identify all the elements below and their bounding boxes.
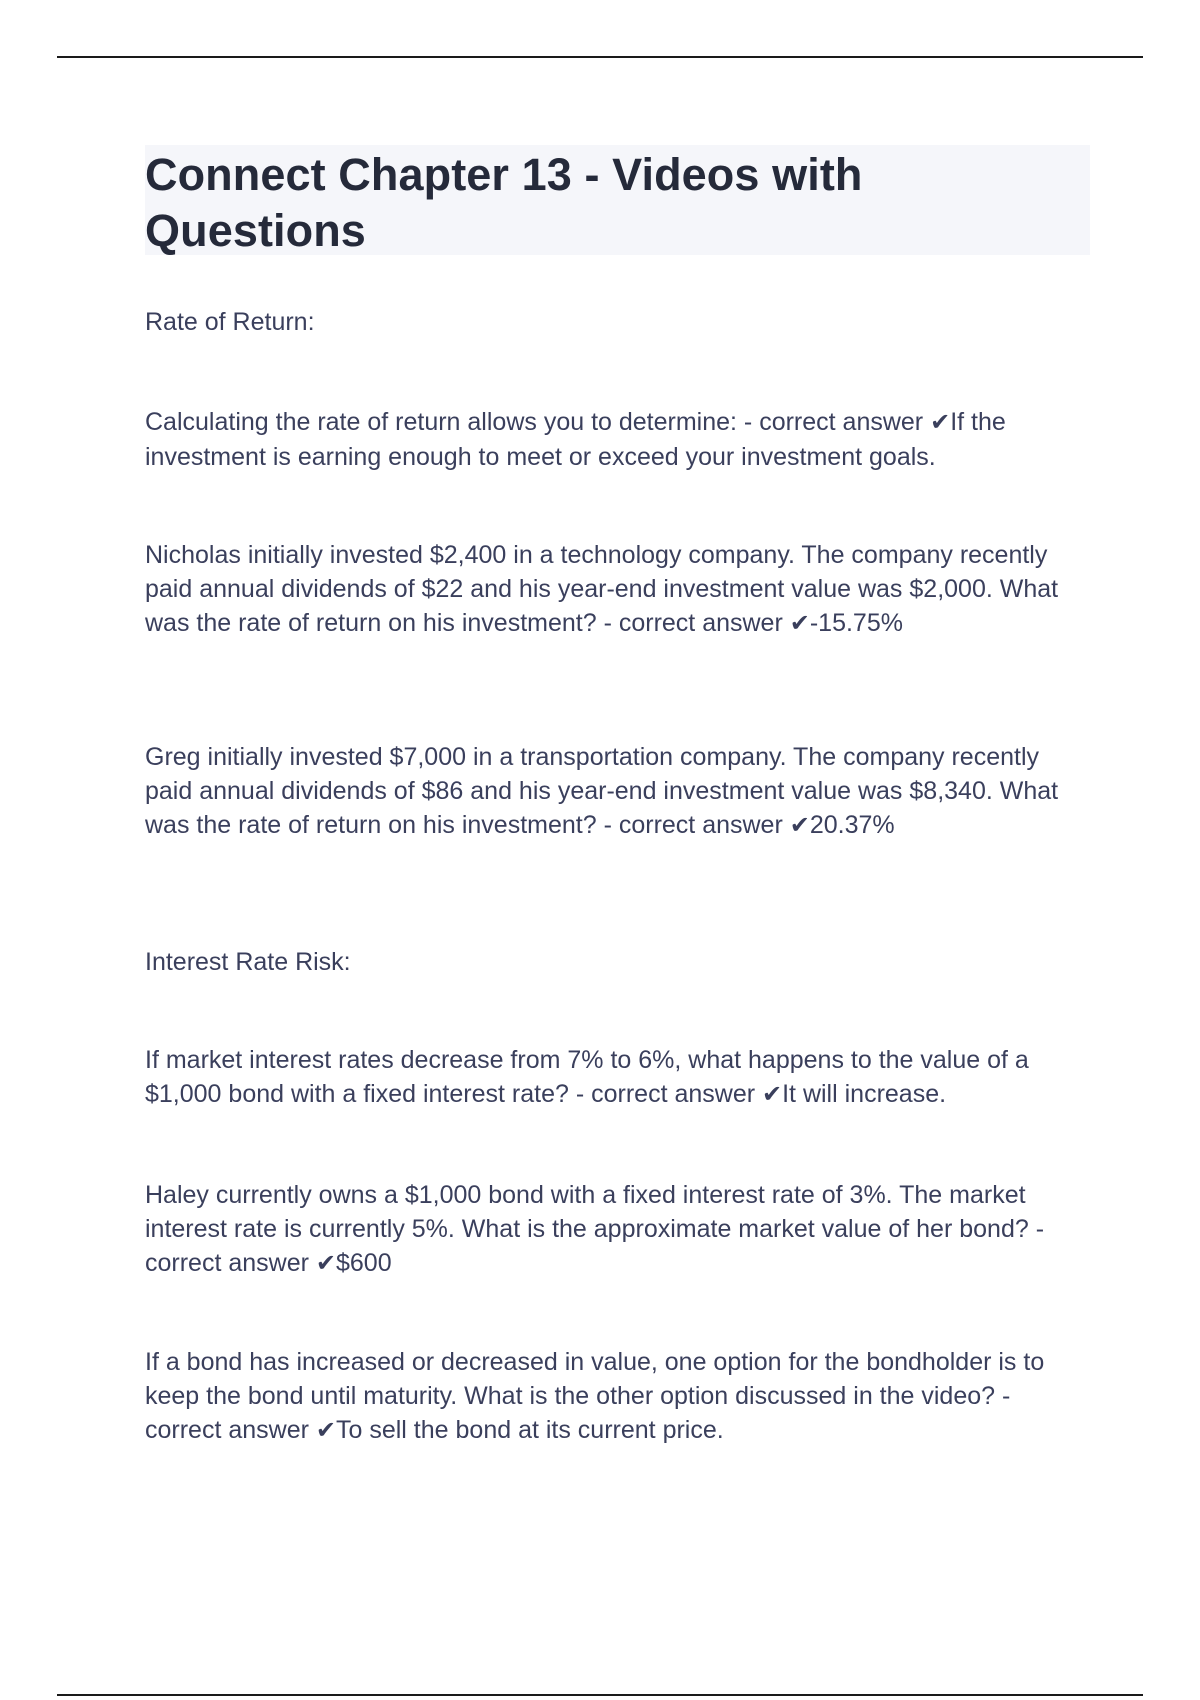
question-text: Calculating the rate of return allows you to determine: - correct answer	[145, 408, 931, 436]
answer-text: To sell the bond at its current price.	[336, 1416, 724, 1444]
checkmark-icon: ✔	[315, 1417, 336, 1444]
answer-text: 20.37%	[809, 811, 895, 839]
qa-item-6	[145, 1345, 1090, 1448]
checkmark-icon: ✔	[930, 409, 951, 436]
section-heading-rate-of-return: Rate of Return:	[145, 308, 315, 336]
section-heading-interest-rate-risk: Interest Rate Risk:	[145, 948, 351, 976]
checkmark-icon: ✔	[789, 610, 810, 637]
checkmark-icon: ✔	[789, 812, 810, 839]
checkmark-icon: ✔	[762, 1081, 783, 1108]
qa-item-4	[145, 1043, 1090, 1112]
top-rule	[57, 56, 1143, 58]
question-text: Haley currently owns a $1,000 bond with a fixed interest rate of 3%. The market interest rate is currently 5%. What is the approximate market value of her bond? - correct answer	[145, 1181, 1045, 1277]
qa-item-3	[145, 740, 1090, 843]
qa-item-5	[145, 1178, 1090, 1281]
answer-text: -15.75%	[809, 609, 903, 637]
document-body	[145, 145, 1090, 1444]
answer-text: It will increase.	[782, 1080, 947, 1108]
question-text: Greg initially invested $7,000 in a transportation company. The company recently paid annual dividends of $86 and his year-end investment value was $8,340. What was the rate of return on his investment? - correct answer	[145, 743, 1059, 839]
answer-text: $600	[336, 1249, 392, 1277]
qa-item-1	[145, 405, 1090, 474]
question-text: Nicholas initially invested $2,400 in a technology company. The company recently paid annual dividends of $22 and his year-end investment value was $2,000. What was the rate of return on his investment? - correct answer	[145, 541, 1059, 637]
checkmark-icon: ✔	[315, 1250, 336, 1277]
qa-item-2	[145, 538, 1090, 641]
document-title: Connect Chapter 13 - Videos with Questions	[145, 149, 863, 256]
bottom-rule	[57, 1694, 1143, 1696]
question-text: If a bond has increased or decreased in value, one option for the bondholder is to keep the bond until maturity. What is the other option discussed in the video? - correct answer	[145, 1348, 1045, 1444]
title-banner	[145, 145, 1090, 255]
answer-text: If the investment is earning enough to meet or exceed your investment goals.	[145, 408, 1006, 471]
question-text: If market interest rates decrease from 7% to 6%, what happens to the value of a $1,000 bond with a fixed interest rate? - correct answer	[145, 1046, 1029, 1108]
